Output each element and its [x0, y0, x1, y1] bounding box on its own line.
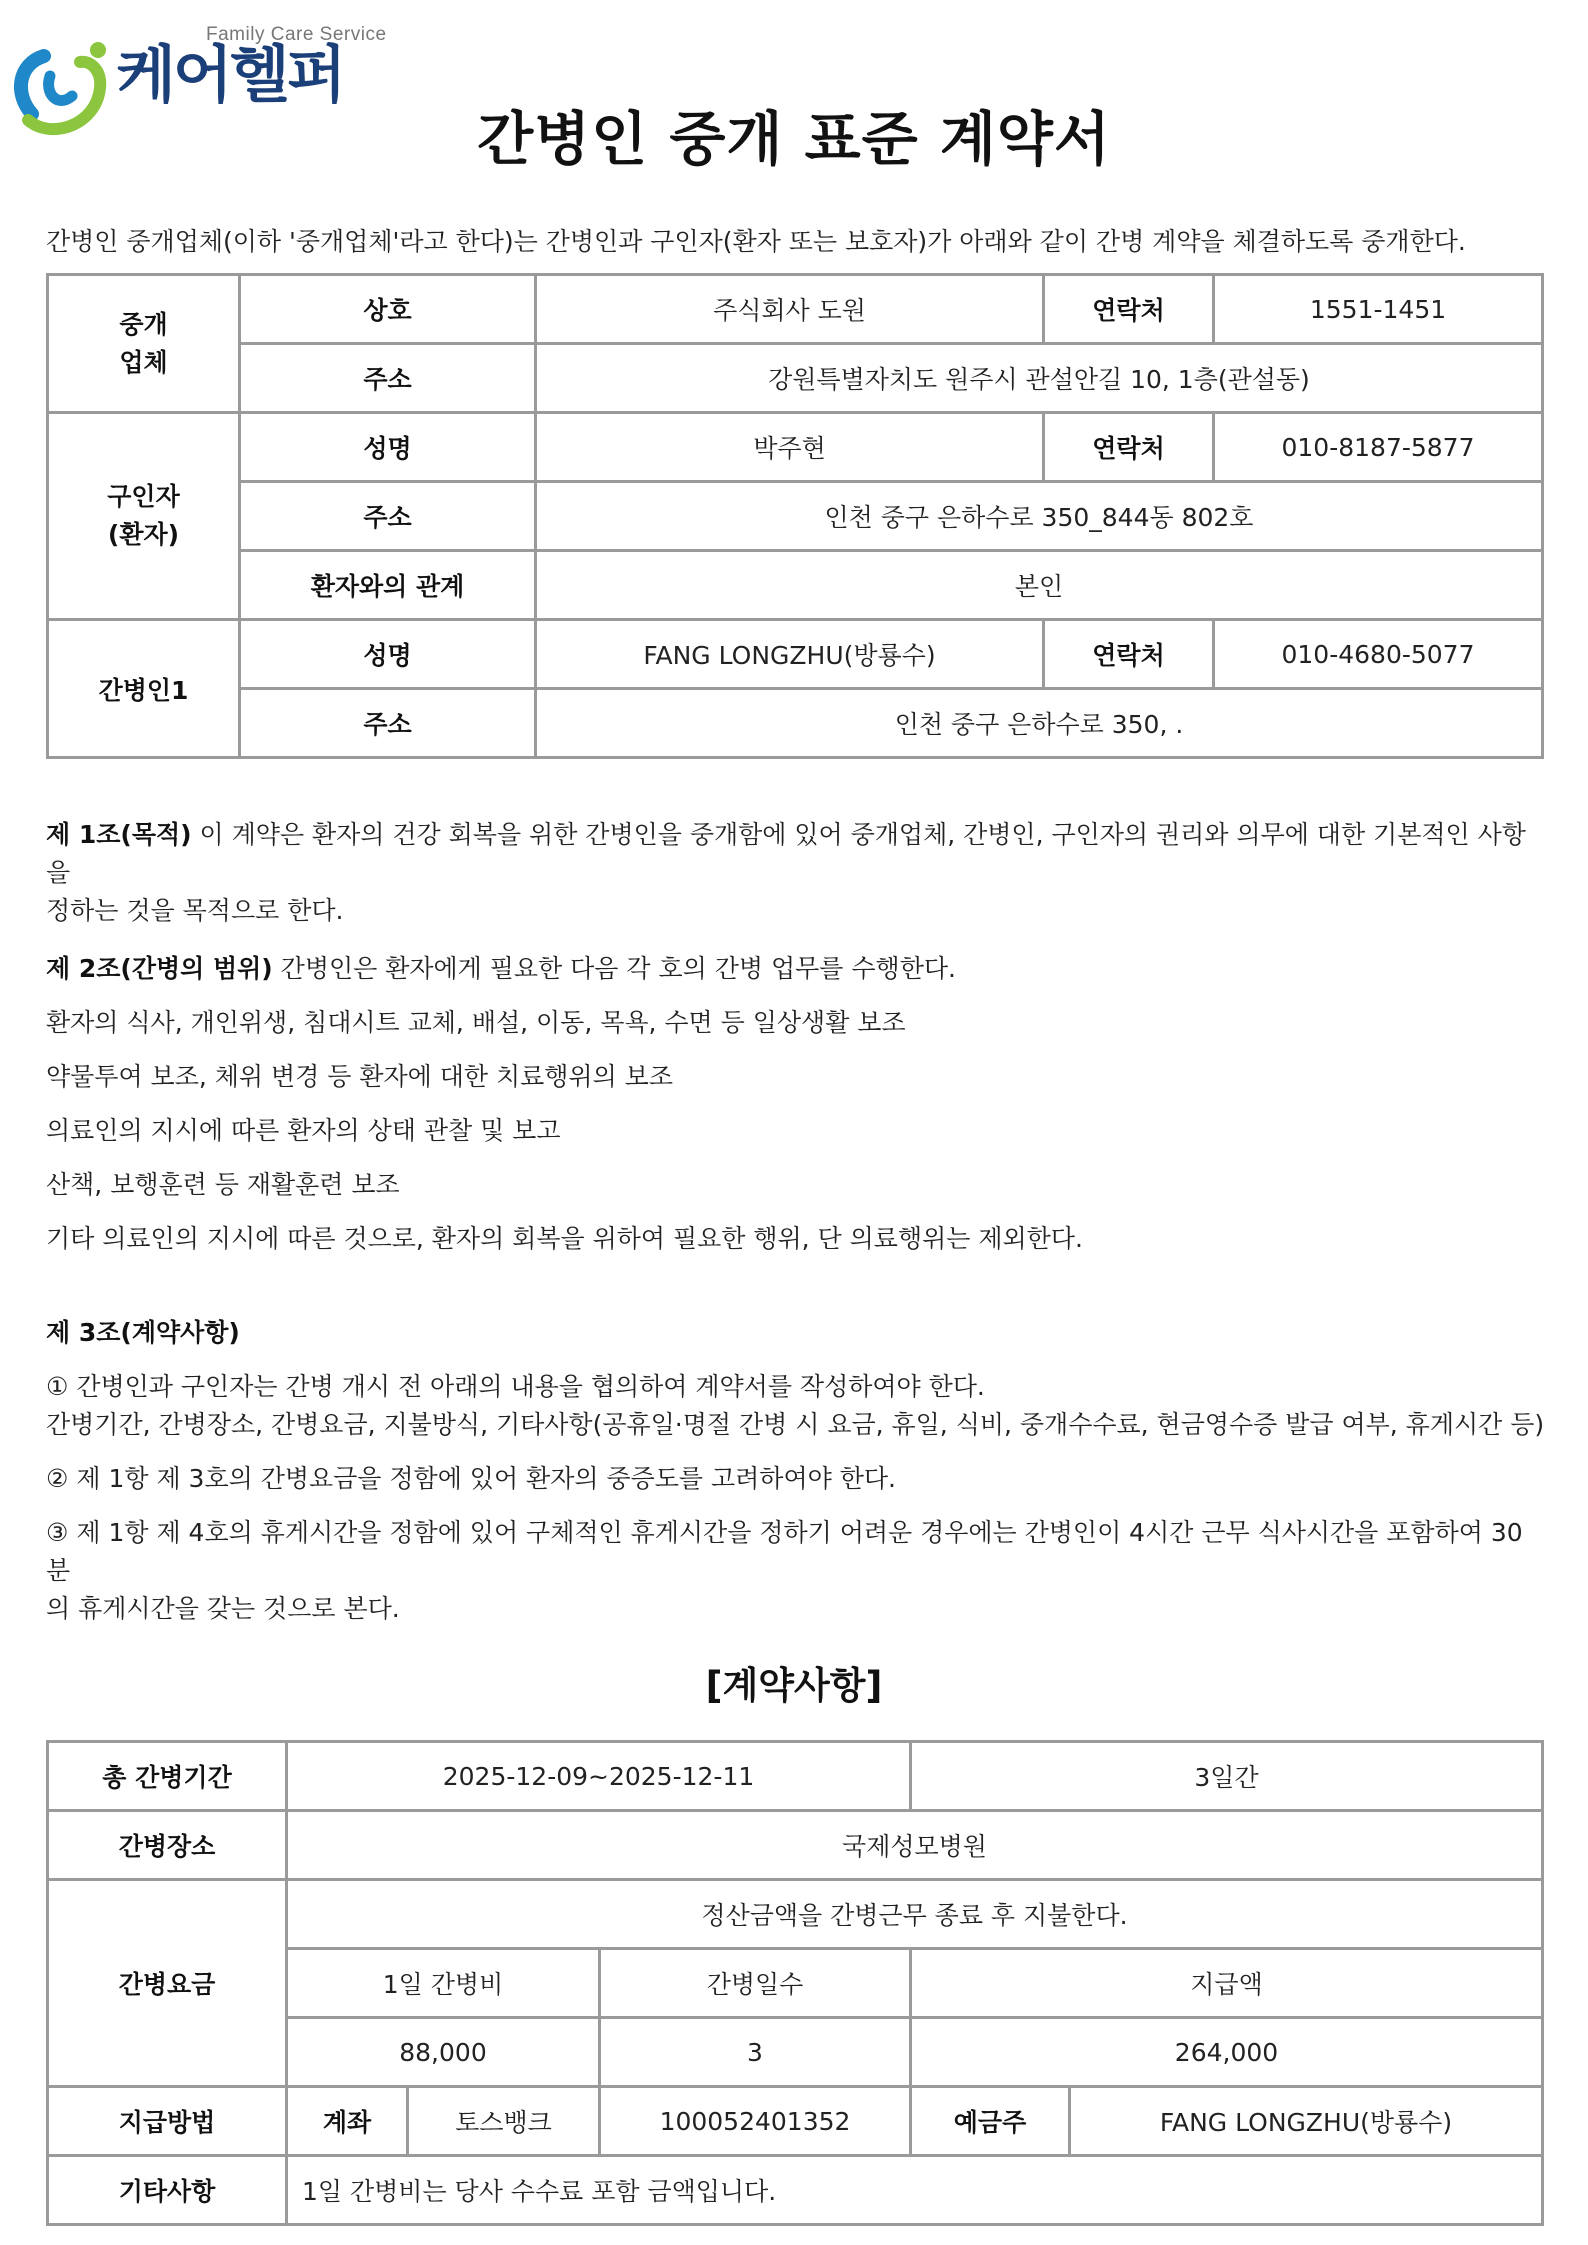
- client-address: 인천 중구 은하수로 350_844동 802호: [536, 482, 1543, 551]
- table-row: [48, 275, 1543, 344]
- table-row: [48, 689, 1543, 758]
- agency-contact: 1551-1451: [1214, 275, 1543, 344]
- article-1-text-cont: 정하는 것을 목적으로 한다.: [46, 896, 344, 925]
- agency-address-label: 주소: [240, 344, 536, 413]
- caregiver-contact-label: 연락처: [1044, 620, 1214, 689]
- caregiver-header: 간병인1: [48, 620, 240, 758]
- caregiver-contact: 010-4680-5077: [1214, 620, 1543, 689]
- account-holder: FANG LONGZHU(방룡수): [1070, 2087, 1543, 2156]
- article-3-para-2: ② 제 1항 제 3호의 간병요금을 정함에 있어 환자의 중증도를 고려하여야 한다.: [46, 1464, 896, 1493]
- period-label: 총 간병기간: [48, 1742, 287, 1811]
- contract-terms-table: [46, 1740, 1544, 2226]
- payment-method-label: 지급방법: [48, 2087, 287, 2156]
- article-3-title: 제 3조(계약사항): [46, 1318, 240, 1347]
- agency-header: 중개 업체: [48, 275, 240, 413]
- terms-section-title: [계약사항]: [705, 1664, 883, 1707]
- account-label: 계좌: [287, 2087, 408, 2156]
- document-title: 간병인 중개 표준 계약서: [477, 105, 1111, 173]
- client-relation-label: 환자와의 관계: [240, 551, 536, 620]
- client-header: 구인자 (환자): [48, 413, 240, 620]
- intro-paragraph: 간병인 중개업체(이하 '중개업체'라고 한다)는 간병인과 구인자(환자 또는 보호자)가 아래와 같이 간병 계약을 체결하도록 중개한다.: [46, 227, 1466, 256]
- day-count-label: 간병일수: [600, 1949, 911, 2018]
- client-contact: 010-8187-5877: [1214, 413, 1543, 482]
- article-1-text: 이 계약은 환자의 건강 회복을 위한 간병인을 중개함에 있어 중개업체, 간병인, 구인자의 권리와 의무에 대한 기본적인 사항을: [46, 820, 1526, 887]
- agency-contact-label: 연락처: [1044, 275, 1214, 344]
- article-1-title: 제 1조(목적): [46, 820, 192, 849]
- list-item: 기타 의료인의 지시에 따른 것으로, 환자의 회복을 위하여 필요한 행위, 단 의료행위는 제외한다.: [46, 1224, 1083, 1253]
- place-value: 국제성모병원: [287, 1811, 1543, 1880]
- article-2: [46, 950, 1546, 1258]
- total-amount-value: 264,000: [911, 2018, 1543, 2087]
- table-row: [48, 413, 1543, 482]
- daily-fee-label: 1일 간병비: [287, 1949, 600, 2018]
- table-row: [48, 482, 1543, 551]
- table-row: [48, 1811, 1543, 1880]
- period-days: 3일간: [911, 1742, 1543, 1811]
- daily-fee-value: 88,000: [287, 2018, 600, 2087]
- parties-table: [46, 273, 1544, 759]
- fee-note: 정산금액을 간병근무 종료 후 지불한다.: [287, 1880, 1543, 1949]
- agency-name: 주식회사 도원: [536, 275, 1044, 344]
- table-row: [48, 344, 1543, 413]
- logo-wordmark: 케어헬퍼: [116, 38, 344, 111]
- article-3: [46, 1314, 1546, 1628]
- table-row: [48, 2087, 1543, 2156]
- etc-value: 1일 간병비는 당사 수수료 포함 금액입니다.: [287, 2156, 1543, 2225]
- article-3-para-1: ① 간병인과 구인자는 간병 개시 전 아래의 내용을 협의하여 계약서를 작성하여야 한다.: [46, 1372, 985, 1401]
- client-relation: 본인: [536, 551, 1543, 620]
- article-3-para-3-cont: 의 휴게시간을 갖는 것으로 본다.: [46, 1594, 400, 1623]
- day-count-value: 3: [600, 2018, 911, 2087]
- table-row: [48, 2156, 1543, 2225]
- bank-name: 토스뱅크: [408, 2087, 600, 2156]
- caregiver-address: 인천 중구 은하수로 350, .: [536, 689, 1543, 758]
- table-row: [48, 1880, 1543, 1949]
- table-row: [48, 551, 1543, 620]
- article-3-para-3: ③ 제 1항 제 4호의 휴게시간을 정함에 있어 구체적인 휴게시간을 정하기 어려운 경우에는 간병인이 4시간 근무 식사시간을 포함하여 30분: [46, 1518, 1523, 1585]
- table-row: [48, 620, 1543, 689]
- account-number: 100052401352: [600, 2087, 911, 2156]
- article-1: [46, 816, 1546, 930]
- client-contact-label: 연락처: [1044, 413, 1214, 482]
- logo-tagline: Family Care Service: [206, 24, 387, 45]
- list-item: 산책, 보행훈련 등 재활훈련 보조: [46, 1170, 400, 1199]
- list-item: 약물투여 보조, 체위 변경 등 환자에 대한 치료행위의 보조: [46, 1062, 673, 1091]
- article-3-para-1-items: 간병기간, 간병장소, 간병요금, 지불방식, 기타사항(공휴일·명절 간병 시 요금, 휴일, 식비, 중개수수료, 현금영수증 발급 여부, 휴게시간 등): [46, 1410, 1545, 1439]
- table-row: [48, 1742, 1543, 1811]
- period-value: 2025-12-09~2025-12-11: [287, 1742, 911, 1811]
- etc-label: 기타사항: [48, 2156, 287, 2225]
- list-item: 의료인의 지시에 따른 환자의 상태 관찰 및 보고: [46, 1116, 561, 1145]
- article-2-text: 간병인은 환자에게 필요한 다음 각 호의 간병 업무를 수행한다.: [272, 954, 956, 983]
- caregiver-name-label: 성명: [240, 620, 536, 689]
- place-label: 간병장소: [48, 1811, 287, 1880]
- caregiver-address-label: 주소: [240, 689, 536, 758]
- agency-address: 강원특별자치도 원주시 관설안길 10, 1층(관설동): [536, 344, 1543, 413]
- client-address-label: 주소: [240, 482, 536, 551]
- client-name: 박주현: [536, 413, 1044, 482]
- total-amount-label: 지급액: [911, 1949, 1543, 2018]
- caregiver-name: FANG LONGZHU(방룡수): [536, 620, 1044, 689]
- fee-label: 간병요금: [48, 1880, 287, 2087]
- list-item: 환자의 식사, 개인위생, 침대시트 교체, 배설, 이동, 목욕, 수면 등 일상생활 보조: [46, 1008, 906, 1037]
- article-2-title: 제 2조(간병의 범위): [46, 954, 273, 983]
- client-name-label: 성명: [240, 413, 536, 482]
- account-holder-label: 예금주: [911, 2087, 1070, 2156]
- agency-name-label: 상호: [240, 275, 536, 344]
